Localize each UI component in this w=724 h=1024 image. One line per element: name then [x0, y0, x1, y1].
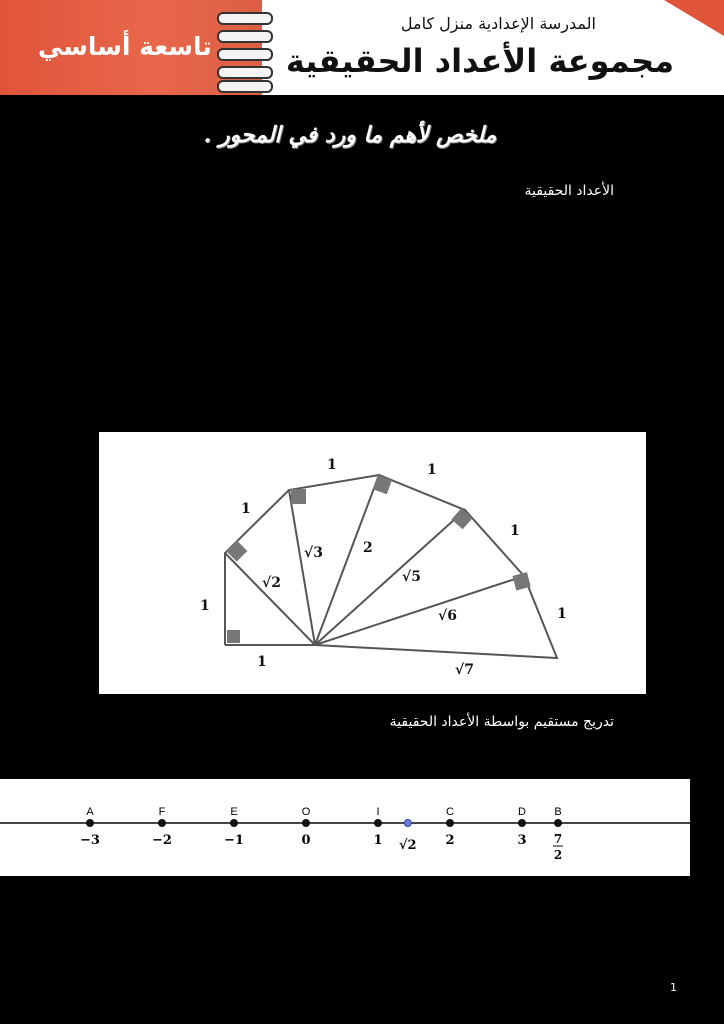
- section-heading-real-numbers: الأعداد الحقيقية: [524, 183, 614, 199]
- point-value: 3: [517, 833, 527, 848]
- root-label: 2: [363, 540, 373, 556]
- section-heading-graduation: تدريج مستقيم بواسطة الأعداد الحقيقية: [389, 714, 614, 730]
- number-line-point: [446, 819, 454, 827]
- binder-ring-icon: [217, 30, 273, 43]
- page-number: 1: [670, 981, 677, 994]
- root-label: √6: [438, 608, 457, 624]
- number-line-point: [86, 819, 94, 827]
- side-label-1: 1: [557, 606, 567, 622]
- point-letter: C: [446, 806, 454, 818]
- number-line-point: [158, 819, 166, 827]
- point-value: −2: [152, 833, 172, 848]
- point-value: 2: [445, 833, 455, 848]
- point-value: 1: [373, 833, 383, 848]
- binder-ring-icon: [217, 66, 273, 79]
- number-line-point: [404, 820, 411, 827]
- number-line-point: [518, 819, 526, 827]
- point-value: −1: [224, 833, 244, 848]
- side-label-1: 1: [327, 457, 337, 473]
- summary-heading: ملخص لأهم ما ورد في المحور .: [203, 122, 497, 148]
- point-value-numerator: 7: [553, 832, 563, 846]
- side-label-1: 1: [257, 654, 267, 670]
- binder-ring-icon: [217, 80, 273, 93]
- root-label: √5: [402, 569, 421, 585]
- point-letter: O: [301, 806, 311, 818]
- point-letter: I: [376, 806, 380, 818]
- page-header: [0, 0, 724, 95]
- point-value-denominator: 2: [553, 848, 563, 862]
- number-line-point: [302, 819, 310, 827]
- level-label: تاسعة أساسي: [38, 32, 212, 61]
- side-label-1: 1: [241, 501, 251, 517]
- square-root-spiral-figure: [99, 432, 646, 694]
- point-letter: B: [554, 806, 562, 818]
- point-value: √2: [399, 838, 417, 853]
- point-letter: D: [518, 806, 526, 818]
- binder-ring-icon: [217, 12, 273, 25]
- root-label: √2: [262, 575, 281, 591]
- number-line-figure: [0, 779, 690, 876]
- point-letter: F: [158, 806, 166, 818]
- number-line-point: [230, 819, 238, 827]
- side-label-1: 1: [510, 523, 520, 539]
- side-label-1: 1: [200, 598, 210, 614]
- point-value: −3: [80, 833, 100, 848]
- number-line-point: [374, 819, 382, 827]
- point-letter: A: [86, 806, 94, 818]
- side-label-1: 1: [427, 462, 437, 478]
- binder-ring-icon: [217, 48, 273, 61]
- point-letter: E: [230, 806, 238, 818]
- root-label: √3: [304, 545, 323, 561]
- point-value: 0: [301, 833, 311, 848]
- corner-ribbon: [664, 0, 724, 36]
- root-label: √7: [455, 662, 474, 678]
- document-title: مجموعة الأعداد الحقيقية: [285, 42, 674, 80]
- school-name: المدرسة الإعدادية منزل كامل: [400, 14, 596, 33]
- number-line-point: [554, 819, 562, 827]
